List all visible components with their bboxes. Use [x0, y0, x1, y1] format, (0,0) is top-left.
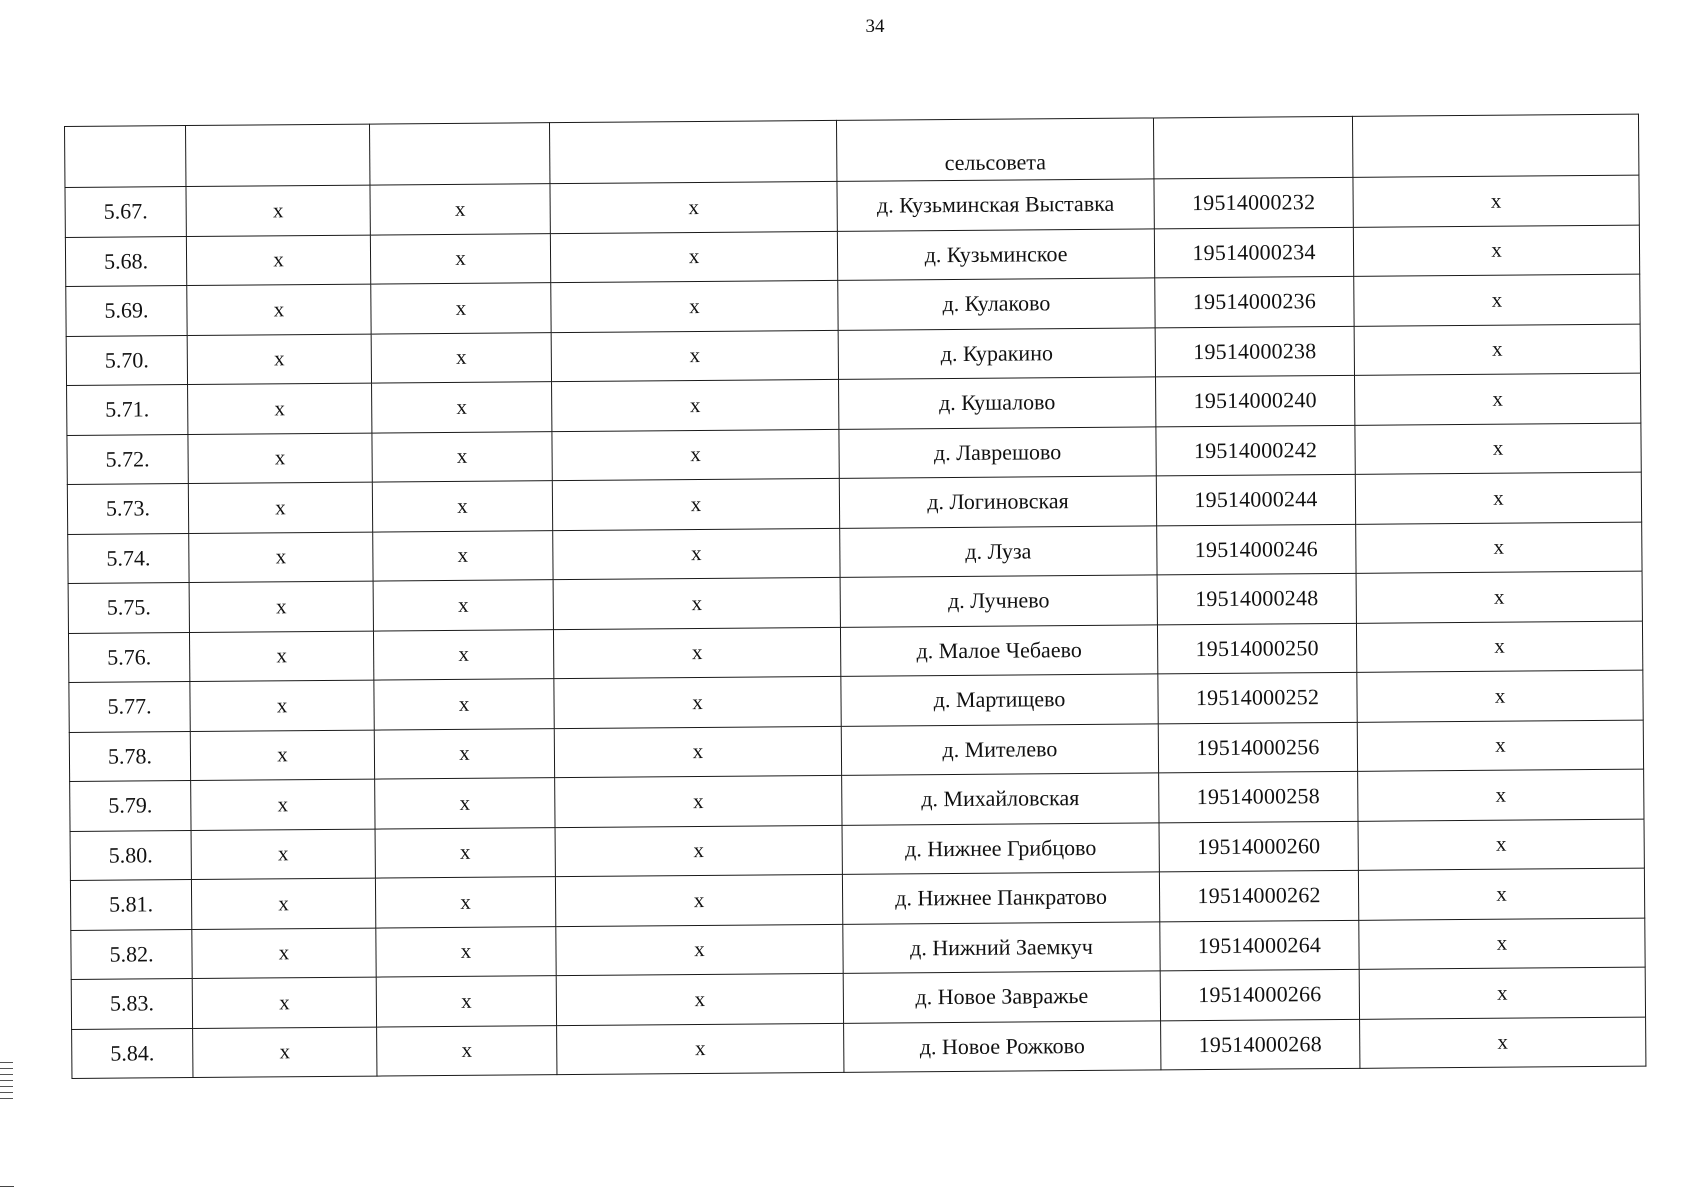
- oktmo-code-cell: 19514000264: [1160, 920, 1359, 971]
- x-mark-cell: х: [1354, 274, 1640, 326]
- x-mark-cell: х: [187, 334, 371, 385]
- row-number-cell: 5.78.: [69, 731, 190, 781]
- settlement-name-cell: д. Михайловская: [842, 773, 1159, 825]
- oktmo-code-cell: 19514000242: [1156, 425, 1355, 476]
- oktmo-code-cell: 19514000268: [1161, 1019, 1360, 1070]
- row-number-cell: 5.68.: [65, 236, 186, 286]
- oktmo-code-cell: 19514000248: [1157, 573, 1356, 624]
- x-mark-cell: х: [188, 383, 372, 434]
- x-mark-cell: х: [191, 829, 375, 880]
- x-mark-cell: х: [557, 1023, 844, 1075]
- oktmo-code-cell: 19514000258: [1159, 771, 1358, 822]
- settlement-name-cell: д. Луза: [840, 525, 1157, 577]
- oktmo-code-cell: 19514000236: [1155, 276, 1354, 327]
- row-number-cell: 5.82.: [71, 929, 192, 979]
- settlement-name-cell: д. Лаврешово: [839, 426, 1156, 478]
- oktmo-code-cell: 19514000256: [1158, 722, 1357, 773]
- x-mark-cell: х: [1356, 621, 1642, 673]
- header-cell-selsoveta: сельсовета: [836, 118, 1153, 181]
- row-number-cell: 5.72.: [67, 434, 188, 484]
- x-mark-cell: х: [550, 231, 837, 283]
- x-mark-cell: х: [191, 779, 375, 830]
- margin-binding-marks: [0, 1062, 14, 1102]
- x-mark-cell: х: [551, 280, 838, 332]
- x-mark-cell: х: [374, 728, 554, 779]
- oktmo-code-cell: 19514000244: [1156, 474, 1355, 525]
- x-mark-cell: х: [374, 679, 554, 730]
- settlement-name-cell: д. Мартищево: [841, 674, 1158, 726]
- settlement-name-cell: д. Нижнее Панкратово: [842, 872, 1159, 924]
- x-mark-cell: х: [1355, 423, 1641, 475]
- oktmo-code-cell: 19514000238: [1155, 326, 1354, 377]
- row-number-cell: 5.75.: [68, 583, 189, 633]
- x-mark-cell: х: [1355, 472, 1641, 524]
- x-mark-cell: х: [192, 977, 376, 1028]
- x-mark-cell: х: [550, 181, 837, 233]
- settlement-name-cell: д. Кузьминское: [837, 228, 1154, 280]
- x-mark-cell: х: [1356, 522, 1642, 574]
- x-mark-cell: х: [1358, 769, 1644, 821]
- header-cell-empty: [369, 123, 549, 185]
- x-mark-cell: х: [553, 577, 840, 629]
- row-number-cell: 5.67.: [65, 187, 186, 237]
- settlement-name-cell: д. Малое Чебаево: [840, 624, 1157, 676]
- header-cell-empty: [65, 126, 186, 188]
- x-mark-cell: х: [372, 382, 552, 433]
- x-mark-cell: х: [189, 581, 373, 632]
- oktmo-code-cell: 19514000266: [1160, 969, 1359, 1020]
- x-mark-cell: х: [555, 775, 842, 827]
- x-mark-cell: х: [375, 827, 555, 878]
- x-mark-cell: х: [193, 1027, 377, 1078]
- x-mark-cell: х: [1357, 720, 1643, 772]
- x-mark-cell: х: [370, 233, 550, 284]
- x-mark-cell: х: [376, 926, 556, 977]
- x-mark-cell: х: [553, 528, 840, 580]
- x-mark-cell: х: [556, 924, 843, 976]
- x-mark-cell: х: [372, 431, 552, 482]
- settlement-name-cell: д. Новое Завражье: [843, 971, 1160, 1023]
- settlement-name-cell: д. Кузьминская Выставка: [837, 179, 1154, 231]
- row-number-cell: 5.79.: [70, 781, 191, 831]
- row-number-cell: 5.81.: [70, 880, 191, 930]
- settlement-name-cell: д. Кушалово: [839, 377, 1156, 429]
- oktmo-code-cell: 19514000234: [1154, 227, 1353, 278]
- x-mark-cell: х: [1353, 225, 1639, 277]
- x-mark-cell: х: [189, 532, 373, 583]
- x-mark-cell: х: [1358, 819, 1644, 871]
- settlement-name-cell: д. Куракино: [838, 327, 1155, 379]
- row-number-cell: 5.80.: [70, 830, 191, 880]
- x-mark-cell: х: [377, 1025, 557, 1076]
- row-number-cell: 5.69.: [66, 286, 187, 336]
- x-mark-cell: х: [187, 284, 371, 335]
- x-mark-cell: х: [373, 629, 553, 680]
- x-mark-cell: х: [376, 976, 556, 1027]
- x-mark-cell: х: [553, 627, 840, 679]
- settlement-name-cell: д. Нижний Заемкуч: [843, 921, 1160, 973]
- x-mark-cell: х: [1359, 918, 1645, 970]
- x-mark-cell: х: [375, 778, 555, 829]
- x-mark-cell: х: [190, 680, 374, 731]
- x-mark-cell: х: [555, 874, 842, 926]
- row-number-cell: 5.77.: [69, 682, 190, 732]
- settlement-name-cell: д. Новое Рожково: [844, 1020, 1161, 1072]
- x-mark-cell: х: [1354, 373, 1640, 425]
- header-cell-empty: [1153, 116, 1352, 179]
- oktmo-code-cell: 19514000260: [1159, 821, 1358, 872]
- oktmo-code-cell: 19514000252: [1158, 672, 1357, 723]
- x-mark-cell: х: [552, 379, 839, 431]
- x-mark-cell: х: [1359, 967, 1645, 1019]
- x-mark-cell: х: [1360, 1017, 1646, 1069]
- x-mark-cell: х: [1353, 175, 1639, 227]
- settlement-name-cell: д. Кулаково: [838, 278, 1155, 330]
- settlement-name-cell: д. Лучнево: [840, 575, 1157, 627]
- oktmo-code-cell: 19514000250: [1157, 623, 1356, 674]
- oktmo-code-cell: 19514000246: [1157, 524, 1356, 575]
- x-mark-cell: х: [1356, 571, 1642, 623]
- x-mark-cell: х: [371, 283, 551, 334]
- x-mark-cell: х: [552, 429, 839, 481]
- row-number-cell: 5.84.: [72, 1028, 193, 1078]
- x-mark-cell: х: [191, 878, 375, 929]
- row-number-cell: 5.73.: [67, 484, 188, 534]
- x-mark-cell: х: [1358, 868, 1644, 920]
- settlement-name-cell: д. Нижнее Грибцово: [842, 822, 1159, 874]
- x-mark-cell: х: [1354, 324, 1640, 376]
- margin-line: [0, 1186, 14, 1187]
- row-number-cell: 5.74.: [68, 533, 189, 583]
- x-mark-cell: х: [551, 330, 838, 382]
- x-mark-cell: х: [372, 481, 552, 532]
- x-mark-cell: х: [188, 482, 372, 533]
- settlements-table: [64, 114, 1646, 1079]
- x-mark-cell: х: [552, 478, 839, 530]
- x-mark-cell: х: [371, 332, 551, 383]
- row-number-cell: 5.83.: [71, 979, 192, 1029]
- x-mark-cell: х: [189, 631, 373, 682]
- x-mark-cell: х: [554, 726, 841, 778]
- x-mark-cell: х: [373, 580, 553, 631]
- x-mark-cell: х: [186, 235, 370, 286]
- x-mark-cell: х: [190, 730, 374, 781]
- oktmo-code-cell: 19514000262: [1159, 870, 1358, 921]
- header-cell-empty: [549, 120, 836, 183]
- row-number-cell: 5.76.: [68, 632, 189, 682]
- x-mark-cell: х: [373, 530, 553, 581]
- x-mark-cell: х: [375, 877, 555, 928]
- x-mark-cell: х: [1357, 670, 1643, 722]
- oktmo-code-cell: 19514000240: [1156, 375, 1355, 426]
- x-mark-cell: х: [186, 185, 370, 236]
- x-mark-cell: х: [370, 184, 550, 235]
- row-number-cell: 5.70.: [66, 335, 187, 385]
- oktmo-code-cell: 19514000232: [1154, 177, 1353, 228]
- table-body: [65, 114, 1646, 1078]
- settlement-name-cell: д. Логиновская: [839, 476, 1156, 528]
- x-mark-cell: х: [556, 973, 843, 1025]
- x-mark-cell: х: [555, 825, 842, 877]
- x-mark-cell: х: [192, 928, 376, 979]
- settlement-name-cell: д. Мителево: [841, 723, 1158, 775]
- header-cell-empty: [186, 124, 370, 186]
- row-number-cell: 5.71.: [67, 385, 188, 435]
- page-number: 34: [865, 16, 885, 37]
- header-cell-empty: [1352, 114, 1638, 177]
- x-mark-cell: х: [554, 676, 841, 728]
- x-mark-cell: х: [188, 433, 372, 484]
